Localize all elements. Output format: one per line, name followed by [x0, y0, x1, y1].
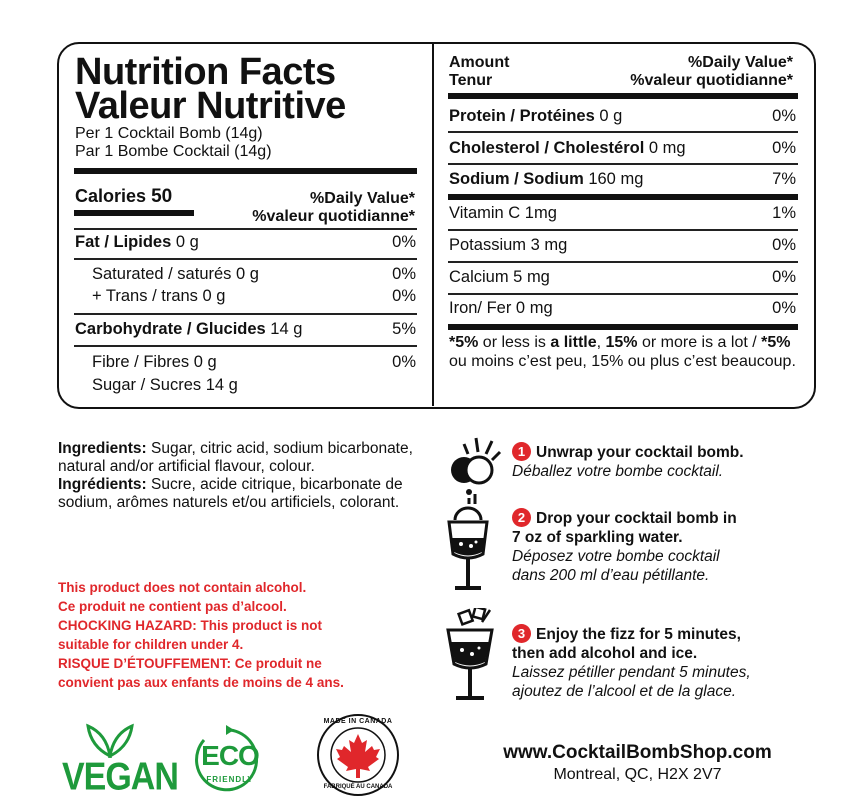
- step-2: [512, 508, 737, 585]
- pct-iron: 0%: [772, 299, 796, 317]
- ingredients-block: [58, 440, 428, 512]
- pct-trans: 0%: [392, 287, 416, 305]
- pct-fat: 0%: [392, 233, 416, 251]
- step-2-fr-1: Déposez votre bombe cocktail: [512, 548, 720, 565]
- warning-line: This product does not contain alcohol.: [58, 580, 307, 595]
- canada-top-text: MADE IN CANADA: [323, 718, 393, 725]
- serving-en: Per 1 Cocktail Bomb (14g): [75, 125, 263, 142]
- serving-fr: Par 1 Bombe Cocktail (14g): [75, 143, 272, 160]
- pct-calcium: 0%: [772, 268, 796, 286]
- row-trans: + Trans / trans 0 g: [92, 287, 226, 305]
- right-dv-fr: %valeur quotidianne*: [630, 72, 793, 89]
- rule: [74, 258, 417, 260]
- pct-saturated: 0%: [392, 265, 416, 283]
- pct-vitamin-c: 1%: [772, 204, 796, 222]
- rule-thick: [448, 93, 798, 99]
- left-dv-en: %Daily Value*: [310, 190, 415, 207]
- nutrient-amount: 14 g: [265, 320, 303, 338]
- step-1-fr: Déballez votre bombe cocktail.: [512, 463, 724, 480]
- nutrient-amount: 0 mg: [644, 139, 686, 157]
- step-number-badge: 2: [512, 508, 531, 527]
- drop-in-glass-icon: [445, 488, 495, 598]
- canada-bottom-text: FABRIQUÉ AU CANADA: [323, 784, 393, 790]
- step-3: [512, 624, 751, 701]
- vegan-text: VEGAN: [62, 755, 178, 799]
- fn-part: a little: [550, 334, 597, 351]
- fn-part: ,: [596, 334, 606, 351]
- amount-en: Amount: [449, 54, 510, 71]
- fn-part: *5%: [449, 334, 479, 351]
- step-3-en-2: then add alcohol and ice.: [512, 645, 698, 662]
- step-2-en: [512, 508, 737, 528]
- calories-value: 50: [151, 186, 173, 207]
- step-2-en-2: 7 oz of sparkling water.: [512, 529, 683, 546]
- row-vitamin-c: Vitamin C 1mg: [449, 204, 557, 222]
- row-potassium: Potassium 3 mg: [449, 236, 568, 254]
- step-1-en: [512, 442, 744, 462]
- step-text: Enjoy the fizz for 5 minutes,: [536, 626, 741, 643]
- step-3-en: [512, 624, 751, 644]
- calorie-bar: [74, 210, 194, 216]
- step-text: Unwrap your cocktail bomb.: [536, 444, 744, 461]
- step-number-badge: 1: [512, 442, 531, 461]
- step-3-fr-1: Laissez pétiller pendant 5 minutes,: [512, 664, 751, 681]
- row-iron: Iron/ Fer 0 mg: [449, 299, 553, 317]
- warning-line: CHOCKING HAZARD: This product is not: [58, 618, 322, 633]
- eco-friendly-badge: [190, 722, 270, 798]
- nutrient-name: Fat / Lipides: [75, 233, 172, 251]
- pct-carbohydrate: 5%: [392, 320, 416, 338]
- fn-part: or more is a lot /: [637, 334, 762, 351]
- fn-part: or less is: [478, 334, 551, 351]
- warning-line: suitable for children under 4.: [58, 637, 244, 652]
- title-en: Nutrition Facts: [75, 51, 336, 93]
- eco-text: ECO: [201, 740, 259, 771]
- row-sugar: Sugar / Sucres 14 g: [92, 376, 238, 394]
- leaf-icon: [62, 718, 158, 758]
- nutrient-amount: 0 g: [594, 107, 623, 125]
- nutrient-amount: 0 g: [171, 233, 199, 251]
- pct-sodium: 7%: [772, 170, 796, 188]
- left-dv-fr: %valeur quotidianne*: [252, 208, 415, 225]
- rule-thick: [448, 194, 798, 200]
- fn-part: ou moins c’est peu, 15% ou plus c’est beaucoup.: [449, 353, 796, 370]
- nutrient-name: Cholesterol / Cholestérol: [449, 139, 645, 157]
- step-text: Drop your cocktail bomb in: [536, 510, 737, 527]
- rule: [74, 313, 417, 315]
- rule: [448, 229, 798, 231]
- right-dv-en: %Daily Value*: [688, 54, 793, 71]
- fn-part: 15%: [605, 334, 638, 351]
- rule: [448, 163, 798, 165]
- row-protein: [449, 107, 622, 126]
- rule: [448, 293, 798, 295]
- warning-block: [58, 578, 438, 692]
- amount-fr: Tenur: [449, 72, 493, 89]
- warning-line: RISQUE D’ÉTOUFFEMENT: Ce produit ne: [58, 656, 322, 671]
- pct-fibre: 0%: [392, 353, 416, 371]
- row-cholesterol: [449, 139, 686, 158]
- rule: [74, 228, 417, 230]
- vegan-badge: [62, 718, 178, 799]
- ingredients-en: [58, 440, 428, 476]
- column-divider: [432, 44, 434, 406]
- website-link[interactable]: www.CocktailBombShop.com: [503, 742, 772, 763]
- made-in-canada-badge: [315, 712, 401, 798]
- row-fat: [75, 233, 199, 252]
- nutrient-name: Protein / Protéines: [449, 107, 595, 125]
- row-fibre: Fibre / Fibres 0 g: [92, 353, 217, 371]
- address: Montreal, QC, H2X 2V7: [553, 766, 722, 783]
- footnote: [449, 333, 804, 371]
- step-2-fr-2: dans 200 ml d’eau pétillante.: [512, 567, 710, 584]
- nutrient-amount: 160 mg: [583, 170, 644, 188]
- fizz-glass-icon: [444, 608, 499, 708]
- nutrient-name: Sodium / Sodium: [449, 170, 584, 188]
- rule-thick: [448, 324, 798, 330]
- warning-line: convient pas aux enfants de moins de 4 ans.: [58, 675, 344, 690]
- calories-row: [75, 186, 172, 208]
- row-sodium: [449, 170, 643, 189]
- ingredients-fr-label: Ingrédients:: [58, 476, 147, 493]
- rule-thick: [74, 168, 417, 174]
- fn-part: *5%: [761, 334, 791, 351]
- pct-protein: 0%: [772, 107, 796, 125]
- step-3-fr-2: ajoutez de l’alcool et de la glace.: [512, 683, 737, 700]
- nutrient-name: Carbohydrate / Glucides: [75, 320, 266, 338]
- rule: [448, 261, 798, 263]
- rule: [74, 345, 417, 347]
- ingredients-fr-text: Sucre, acide citrique, bicarbonate de sodium, arômes naturels et/ou artificiels, colorant.: [58, 476, 403, 511]
- ingredients-en-text: Sugar, citric acid, sodium bicarbonate, natural and/or artificial flavour, colour.: [58, 440, 413, 475]
- ingredients-fr: [58, 476, 428, 512]
- row-saturated: Saturated / saturés 0 g: [92, 265, 259, 283]
- ingredients-en-label: Ingredients:: [58, 440, 147, 457]
- pct-potassium: 0%: [772, 236, 796, 254]
- step-number-badge: 3: [512, 624, 531, 643]
- unwrap-bomb-icon: [442, 430, 502, 490]
- calories-label: Calories: [75, 186, 147, 206]
- row-carbohydrate: [75, 320, 302, 339]
- warning-line: Ce produit ne contient pas d’alcool.: [58, 599, 287, 614]
- friendly-text: FRIENDLY: [206, 775, 254, 784]
- rule: [448, 131, 798, 133]
- title-fr: Valeur Nutritive: [75, 85, 346, 127]
- pct-cholesterol: 0%: [772, 139, 796, 157]
- step-1: [512, 442, 744, 481]
- row-calcium: Calcium 5 mg: [449, 268, 550, 286]
